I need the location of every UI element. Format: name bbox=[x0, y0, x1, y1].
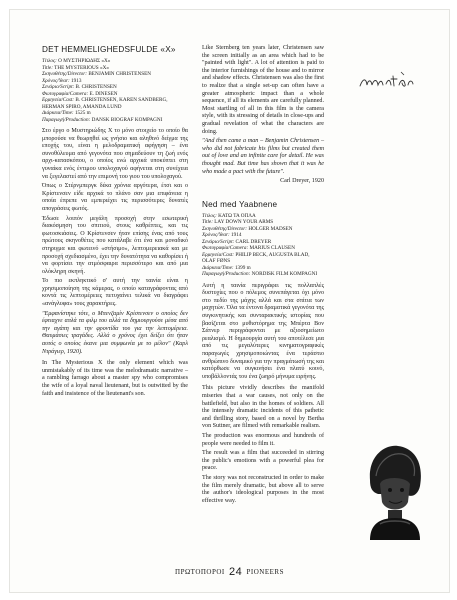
credit-line: Ερμηνεία/Cast: PHILIP BECK, AUGUSTA BLAD, OLAF FØNS bbox=[202, 251, 310, 265]
greek-paragraph: Στο έργο ο Μυστηριώδης Χ το μόνο στοιχείο το οποίο θα μπορούσε να θεωρηθεί ως γνήσιο και αληθινό δείγμα της εποχής του, είναι η μελοδραματική αφήγηση – ένα συνοθύλευμα από γεγονότα που σημαδεύουν τη ζωή ενός αρχι-κατασκόπου, ο οποίος ενώ αρχικά υποκύπτει στη γυναίκα ενός έντιμου υπολοχαγού αφήνεται στη συνέχεια να ξεγελαστεί από την επιμονή του γιου του υπολοχαγού. bbox=[42, 128, 188, 180]
document-page bbox=[10, 10, 449, 592]
credit-line: Φωτογραφία/Camera: E. DINESEN bbox=[42, 90, 118, 97]
english-paragraph: Like Sternberg ten years later, Christensen saw the screen initially as an area which had to be "painted with light". A lot of attention is paid to the interior furnishings of the house and to mirror and shadow effects. Christensen was also the first to realize that a single set-up can often have a greater atmospheric impact than a whole sequence, if all its elements are carefully planned. Most startling of all in this film is the camera style, with its stressing of details in close-ups and gradual revelation of what the characters are doing. bbox=[202, 45, 324, 135]
english-paragraph: The result was a film that succeeded in stirring the public's emotions with a powerful plea for peace. bbox=[202, 450, 324, 472]
credit-line: Σκηνοθέτης/Director: BENJAMIN CHRISTENSEN bbox=[42, 71, 151, 77]
dreyer-quote: "And then came a man – Benjamin Christensen – who did not fabricate his films but created them out of love and an infinite care for detail. He was thought mad. But time has shown that it was he who made a pact with the future". bbox=[202, 138, 324, 175]
credit-line: Σενάριο/Script: B. CHRISTENSEN bbox=[42, 84, 117, 90]
greek-paragraph: Όπως ο Στέρνμπεργκ δέκα χρόνια αργότερα, έτσι και ο Κρίστενσεν είδε αρχικά το πλάνο σαν μια επιφάνεια η οποία έπρεπε να εμπεριέχει τις περισσότερες δυνατές απογράσεις φωτός. bbox=[42, 183, 188, 212]
film2-title: Ned med Yaabnene bbox=[202, 199, 278, 209]
credit-line: Σενάριο/Script: CARL DREYER bbox=[202, 238, 272, 245]
page-footer bbox=[10, 566, 449, 578]
greek-paragraph: Το πιο εκπληκτικό σ' αυτή την ταινία είναι η χρησιμοποίηση της κάμερας, ο οποίο καταγράφοντας από κοντά τις λεπτομέρειες πετυχαίνει τελικά να διαγράφει «ανάγλυφα» τους χαρακτήρες. bbox=[42, 278, 188, 308]
credit-line: Τίτλος: Ο ΜΥΣΤΗΡΙΩΔΗΣ «Χ» bbox=[42, 58, 111, 64]
figure-photo bbox=[356, 440, 434, 540]
credit-line: Title: LAY DOWN YOUR ARMS bbox=[202, 219, 274, 226]
greek-paragraph: Έδωσε λοιπόν μεγάλη προσοχή στην εσωτερική διακόσμηση του σπιτιού, στους καθρέπτες, και τις φωτοσκιάσεις. Ο Κρίστενσεν ήταν επίσης ένας από τους πρώτους σκηνοθέτες που κατάλαβε ότι ένα και μοναδικό στηριγμα και φωτεινό «στήσιμο», λεπτομερειακά και με προσοχή σχεδιασμένο, έχει την δυνατότητα να καθορίσει ή να φορτίσει την ατμόσφαιρα περισσότερο και από μια ολόκληρη σκηνή. bbox=[42, 215, 188, 275]
film1-credits bbox=[42, 58, 188, 123]
english-paragraph: The story was not reconstructed in order to make the film merely dramatic, but above all to serve the author's ideological purposes in the most effective way. bbox=[202, 474, 324, 504]
film2-credits bbox=[202, 213, 324, 278]
credit-line: Ερμηνεία/Cast: B. CHRISTENSEN, KAREN SANDBERG, HERMAN SPIRO, AMANDA LUND bbox=[42, 97, 168, 110]
footer-right: PIONEERS bbox=[246, 568, 284, 576]
quote-source: Carl Dreyer, 1920 bbox=[280, 178, 324, 185]
english-paragraph: The production was enormous and hundreds of people were needed to film it. bbox=[202, 432, 324, 447]
credit-line: Σκηνοθέτης/Director: HOLGER MADSEN bbox=[202, 225, 293, 232]
greek-paragraph: "Εμφανίστηκε τότε, ο Μπενζαμίν Κρίστενσεν ο οποίος δεν έφτιαχνε απλά τα φιλμ του αλλά τα δημιουργούσε μέσα από την αγάπη και την φροντίδα του για την λεπτομέρεια. Θαυμάσιες τραγάδες. Αλλά ο χρόνος έχει δείξει ότι ήταν αυτός ο οποίος έκανε μια συμφωνία με το μέλον" (Καρλ Ντράγιερ, 1920). bbox=[42, 310, 188, 355]
credit-line: Παραγωγή/Production: NORDISK FILM KOMPAGNI bbox=[202, 271, 318, 278]
credit-line: Χρόνος/Year: 1913 bbox=[42, 77, 82, 84]
credit-line: Παραγωγή/Production: DANSK BIOGRAF KOMPAGNI bbox=[42, 116, 163, 123]
middle-column bbox=[202, 45, 324, 507]
page-number: 24 bbox=[229, 566, 243, 578]
credit-line: Χρόνος/Year: 1914 bbox=[202, 232, 242, 239]
credit-line: Διάρκεια/Time: 1399 m bbox=[202, 264, 251, 271]
greek-paragraph: Αυτή η ταινία περιγράφει τις πολλαπλές δυστυχίες που ο πόλεμος συνεπάγεται όχι μόνο στο πεδίο της μάχης αλλά και στα σπίτια των μαχητών. Όλα τα έντονα δραματικά γεγονότα της συγκινητικής και συνταρακτικής ιστορίας που βασίζεται στο μυθιστόρημα της Μπέρτα Βον Σάτνερ περιγράφονται με αξιοσημείωτο ρεαλισμό. Η δημιουργία αυτή του αποτέλεσε μια από τις μεγαλύτερες κινηματογραφικές παραγωγές χρησιμοποιώντας ένα τεράστιο ανθρώπινο δυναμικό για την πραγμάτωσή της και κατόρθωσε να συγκινήσει ένα πλατύ κοινό, υποβάλλοντάς του ένα ζωηρό μήνυμα ειρήνης. bbox=[202, 282, 324, 380]
credit-line: Title: THE MYSTERIOUS «X» bbox=[42, 64, 109, 71]
handwritten-mark bbox=[357, 68, 419, 92]
footer-left: ΠΡΩΤΟΠΟΡΟΙ bbox=[175, 568, 225, 576]
english-paragraph: This picture vividly describes the manifold miseries that a war causes, not only on the battlefield, but also in the homes of soldiers. All the intensely dramatic incidents of this pathetic and thrilling story, based on a novel by Bertha von Suttner, are filmed with remarkable realism. bbox=[202, 385, 324, 430]
credit-line: Φωτογραφία/Camera: MARIUS CLAUSEN bbox=[202, 245, 295, 252]
credit-line: Διάρκεια/Time: 1525 m bbox=[42, 110, 91, 116]
credit-line: Τίτλος: ΚΑΤΩ ΤΑ ΟΠΛΑ bbox=[202, 212, 256, 219]
film1-title: DET HEMMELIGHEDSFULDE «X» bbox=[42, 45, 176, 54]
left-column bbox=[42, 45, 188, 400]
english-paragraph: In The Mysterious X the only element which was unmistakably of its time was the melodramatic narrative – a rambling farrago about a master spy who compromises the wife of a loyal naval lieutenant, but is outwitted by the faith and insistence of the lieutenant's son. bbox=[42, 360, 188, 397]
